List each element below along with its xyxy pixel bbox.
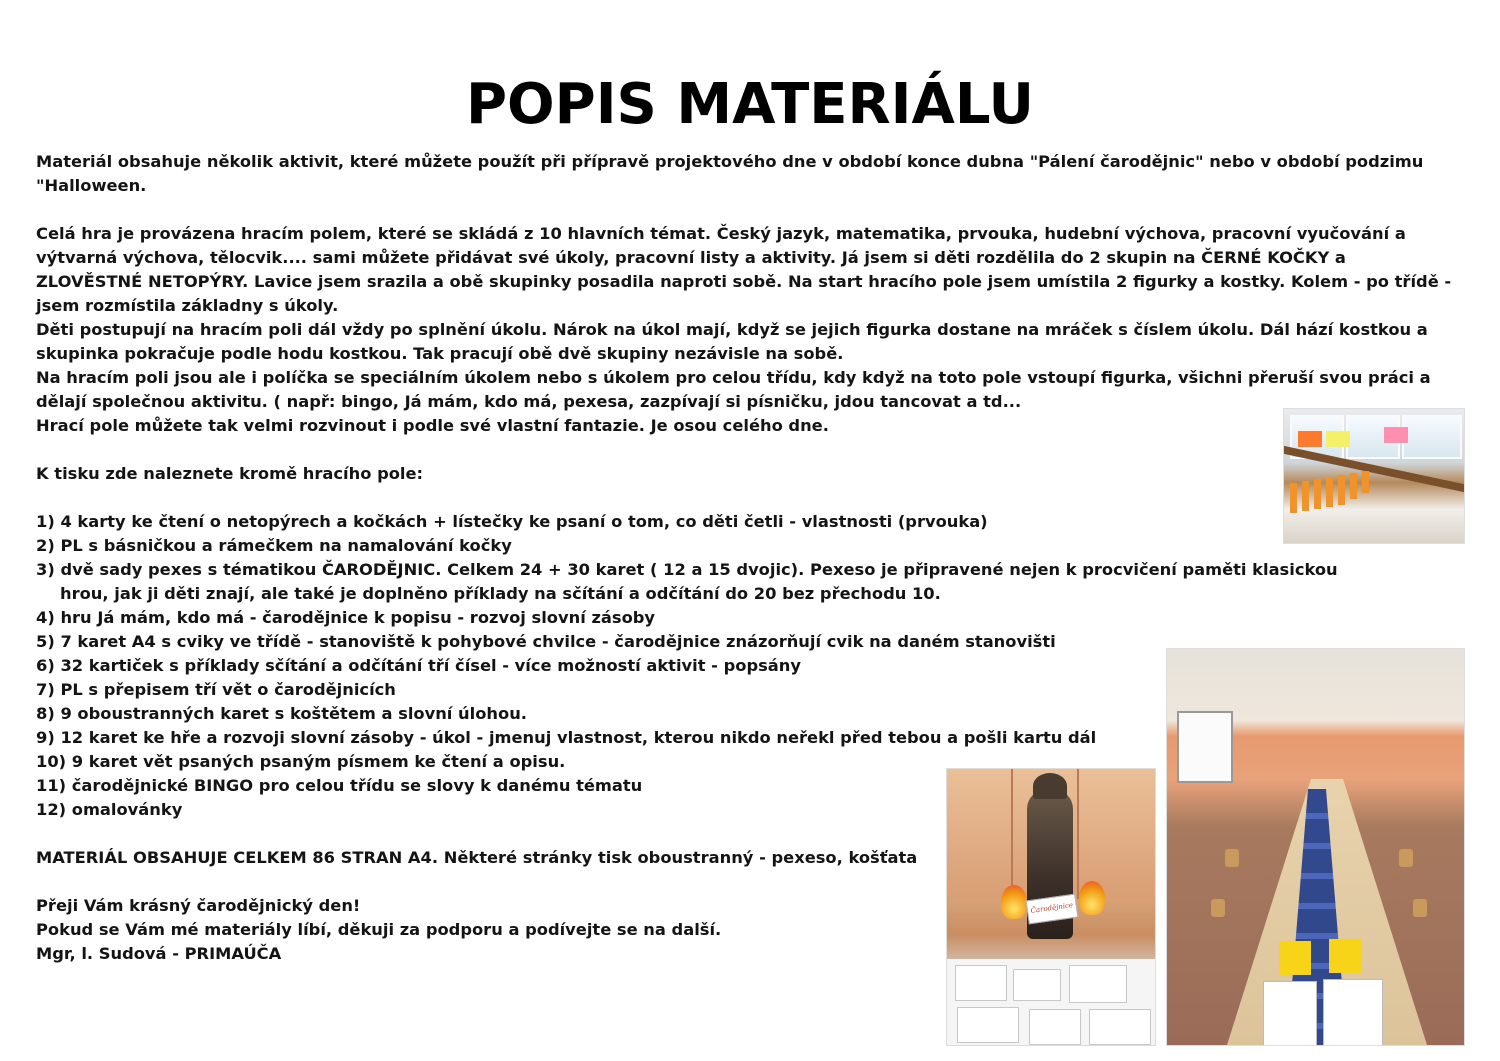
- list-item: 12) omalovánky: [36, 800, 183, 819]
- list-item: 1) 4 karty ke čtení o netopýrech a kočkách + lístečky ke psaní o tom, co děti četli - vlastnosti (prvouka): [36, 512, 988, 531]
- witch-decoration-photo: [946, 768, 1156, 1046]
- description-paragraph-1: Celá hra je provázena hracím polem, které se skládá z 10 hlavních témat. Český jazyk, matematika, prvouka, hudební výchova, pracovní vyučování a výtvarná výchova, tělocvik.... sami můžete přidávat své úkoly, pracovní listy a aktivity. Já jsem si děti rozdělila do 2 skupin na ČERNÉ KOČKY a ZLOVĚSTNÉ NETOPÝRY. Lavice jsem srazila a obě skupinky posadila naproti sobě. Na start hracího pole jsem umístila 2 figurky a kostky. Kolem - po třídě - jsem rozmístila základny s úkoly.: [36, 224, 1452, 315]
- paper-fire: [1079, 881, 1105, 915]
- worksheet-card: [1029, 1009, 1081, 1045]
- worksheet: [1263, 981, 1317, 1046]
- list-item: 10) 9 karet vět psaných psaným písmem ke čtení a opisu.: [36, 752, 566, 771]
- chair: [1225, 849, 1239, 867]
- list-item: 6) 32 kartiček s příklady sčítání a odčítání tří čísel - více možností aktivit - popsány: [36, 656, 801, 675]
- description-paragraph-4: Hrací pole můžete tak velmi rozvinout i podle své vlastní fantazie. Je osou celého dne.: [36, 416, 829, 435]
- classroom-long-table-photo: [1166, 648, 1465, 1046]
- orange-tag: [1350, 473, 1357, 499]
- orange-tag: [1338, 475, 1345, 505]
- closing-greeting: Přeji Vám krásný čarodějnický den!: [36, 896, 361, 915]
- paper-note: [1298, 431, 1322, 447]
- summary-line: MATERIÁL OBSAHUJE CELKEM 86 STRAN A4. Některé stránky tisk oboustranný - pexeso, košťata: [36, 848, 918, 867]
- window-pane: [1402, 415, 1462, 459]
- list-item: 11) čarodějnické BINGO pro celou třídu se slovy k danému tématu: [36, 776, 643, 795]
- author-signature: Mgr, l. Sudová - PRIMAÚČA: [36, 944, 282, 963]
- yellow-card: [1279, 941, 1311, 975]
- list-item: [36, 558, 1456, 606]
- witch-hat: [1033, 773, 1067, 799]
- description-paragraph-3: Na hracím poli jsou ale i políčka se speciálním úkolem nebo s úkolem pro celou třídu, kdy když na toto pole vstoupí figurka, všichni přeruší svou práci a dělají společnou aktivitu. ( např: bingo, Já mám, kdo má, pexesa, zazpívají si písničku, jdou tancovat a td...: [36, 368, 1431, 411]
- chair: [1399, 849, 1413, 867]
- list-item-continuation: hrou, jak ji děti znají, ale také je doplněno příklady na sčítání a odčítání do 20 bez přechodu 10.: [60, 584, 941, 603]
- decorated-panel: [947, 769, 1013, 899]
- list-item: 2) PL s básničkou a rámečkem na namalování kočky: [36, 536, 512, 555]
- orange-tag: [1314, 479, 1321, 509]
- yellow-card: [1329, 939, 1361, 973]
- paper-note: [1326, 431, 1350, 447]
- worksheet-card: [1069, 965, 1127, 1003]
- list-item: 7) PL s přepisem tří vět o čarodějnicích: [36, 680, 396, 699]
- worksheet: [1323, 979, 1383, 1046]
- orange-tag: [1326, 477, 1333, 507]
- flipchart-board: [1177, 711, 1233, 783]
- worksheet-card: [955, 965, 1007, 1001]
- worksheet-card: [1089, 1009, 1151, 1045]
- paper-note: [1384, 427, 1408, 443]
- intro-paragraph: Materiál obsahuje několik aktivit, které můžete použít při přípravě projektového dne v období konce dubna "Pálení čarodějnic" nebo v období podzimu "Halloween.: [36, 152, 1424, 195]
- chair: [1211, 899, 1225, 917]
- description-paragraph-2: Děti postupují na hracím poli dál vždy po splnění úkolu. Nárok na úkol mají, když se jejich figurka dostane na mráček s číslem úkolu. Dál hází kostkou a skupinka pokračuje podle hodu kostkou. Tak pracují obě dvě skupiny nezávisle na sobě.: [36, 320, 1428, 363]
- orange-tag: [1290, 483, 1297, 513]
- list-item: 9) 12 karet ke hře a rozvoji slovní zásoby - úkol - jmenuj vlastnost, kterou nikdo neřekl před tebou a pošli kartu dál: [36, 728, 1097, 747]
- orange-tag: [1302, 481, 1309, 511]
- list-item: 4) hru Já mám, kdo má - čarodějnice k popisu - rozvoj slovní zásoby: [36, 608, 656, 627]
- page-title: POPIS MATERIÁLU: [466, 72, 1034, 137]
- list-intro: K tisku zde naleznete kromě hracího pole:: [36, 464, 424, 483]
- list-item: 5) 7 karet A4 s cviky ve třídě - stanoviště k pohybové chvilce - čarodějnice znázorňují cvik na daném stanovišti: [36, 632, 1056, 651]
- list-item-text: 3) dvě sady pexes s tématikou ČARODĚJNIC. Celkem 24 + 30 karet ( 12 a 15 dvojic). Pexeso je připravené nejen k procvičení paměti klasickou: [36, 560, 1338, 579]
- worksheet-card: [1013, 969, 1061, 1001]
- witch-sign-label: Čarodějnice: [1030, 901, 1074, 915]
- classroom-window-photo: [1283, 408, 1465, 544]
- orange-tag: [1362, 471, 1369, 493]
- chair: [1413, 899, 1427, 917]
- decorated-panel: [1079, 769, 1156, 899]
- worksheet-card: [957, 1007, 1019, 1043]
- closing-thanks: Pokud se Vám mé materiály líbí, děkuji za podporu a podívejte se na další.: [36, 920, 722, 939]
- list-item: 8) 9 oboustranných karet s koštětem a slovní úlohou.: [36, 704, 527, 723]
- paper-fire: [1001, 885, 1027, 919]
